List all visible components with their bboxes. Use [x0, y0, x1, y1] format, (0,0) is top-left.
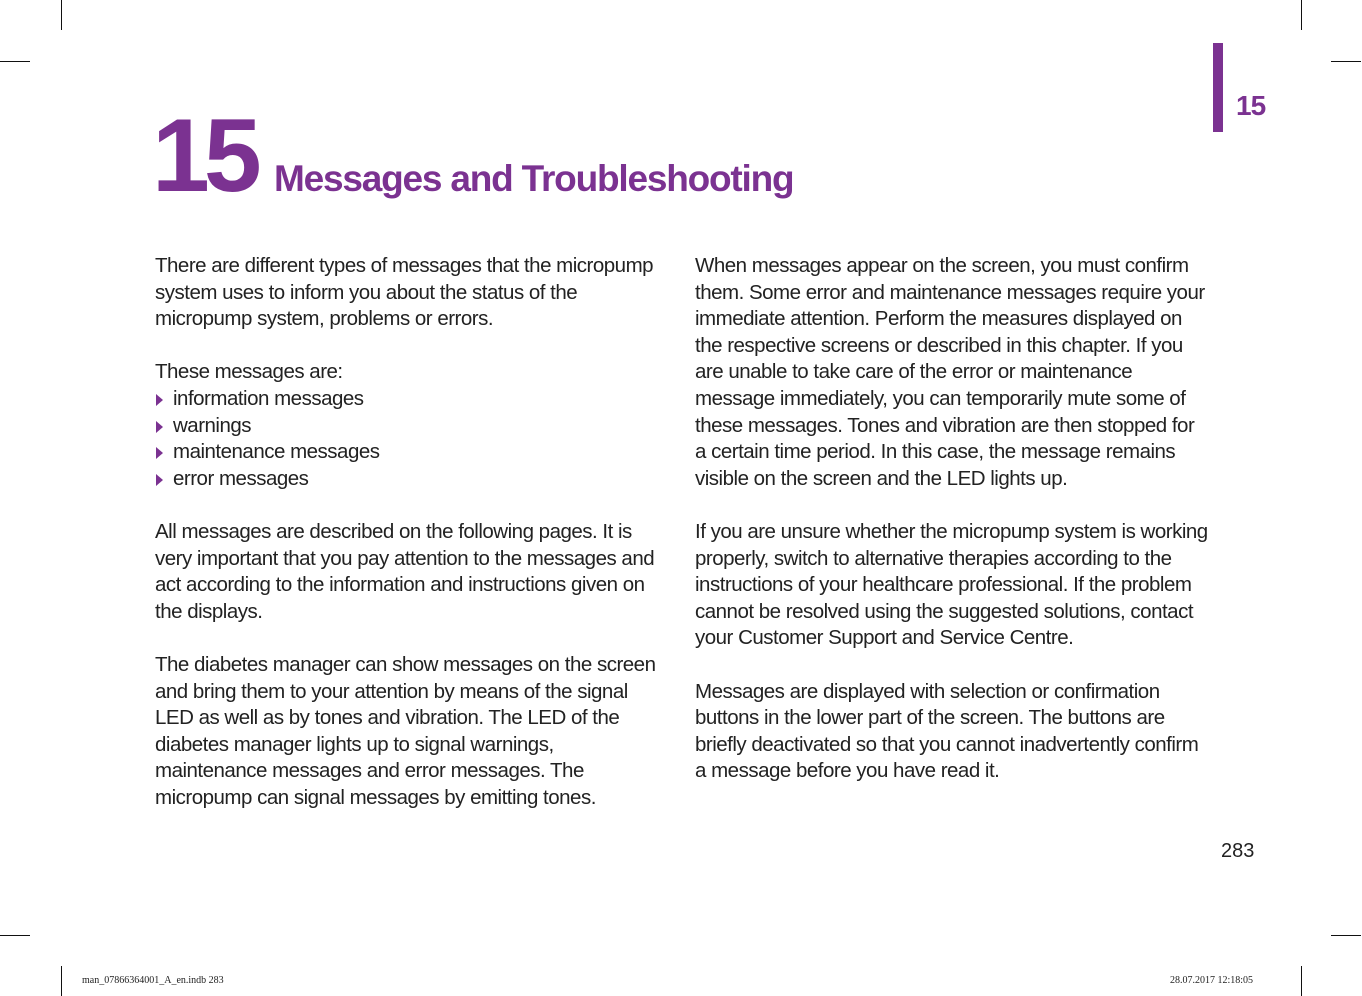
crop-mark — [1301, 966, 1302, 996]
intro-paragraph: There are different types of messages that the micropump system uses to inform you about the status of the micropump system, problems or errors. — [155, 254, 654, 331]
bullet-triangle-icon — [156, 394, 163, 406]
signal-paragraph: The diabetes manager can show messages on the screen and bring them to your attention by means of the signal LED as well as by tones and vibration. The LED of the diabetes manager lights up to signal warnings, maintenance messages and error messages. The micropump can signal messages by emitting tones. — [155, 652, 656, 809]
crop-mark — [61, 0, 62, 30]
crop-mark — [1331, 935, 1361, 936]
list-item: warnings — [155, 413, 670, 440]
left-column — [155, 253, 670, 811]
footer-timestamp: 28.07.2017 12:18:05 — [1170, 975, 1254, 986]
list-item: information messages — [155, 386, 670, 413]
crop-mark — [1331, 61, 1361, 62]
crop-mark — [61, 966, 62, 996]
bullet-triangle-icon — [156, 474, 163, 486]
list-heading: These messages are: — [155, 360, 343, 384]
list-item: error messages — [155, 466, 670, 493]
crop-mark — [1301, 0, 1302, 30]
messages-description-paragraph: All messages are described on the following pages. It is very important that you pay attention to the messages and act according to the information and instructions given on the displays. — [155, 519, 655, 623]
page-number: 283 — [1221, 840, 1255, 862]
right-column — [695, 253, 1210, 785]
chapter-title: Messages and Troubleshooting — [274, 158, 794, 199]
chapter-tab-bar — [1213, 43, 1223, 132]
list-item: maintenance messages — [155, 439, 670, 466]
bullet-triangle-icon — [156, 447, 163, 459]
footer-file-info: man_07866364001_A_en.indb 283 — [82, 975, 224, 986]
chapter-tab-number: 15 — [1236, 90, 1266, 121]
crop-mark — [0, 935, 30, 936]
confirm-messages-paragraph: When messages appear on the screen, you must confirm them. Some error and maintenance messages require your immediate attention. Perform the measures displayed on the respective screens or described in this chapter. If you are unable to take care of the error or maintenance message immediately, you can temporarily mute some of these messages. Tones and vibration are then stopped for a certain time period. In this case, the message remains visible on the screen and the LED lights up. — [695, 254, 1205, 490]
chapter-number: 15 — [152, 98, 256, 214]
crop-mark — [0, 61, 30, 62]
bullet-triangle-icon — [156, 421, 163, 433]
message-types-list — [155, 386, 670, 492]
unsure-paragraph: If you are unsure whether the micropump system is working properly, switch to alternative therapies according to the instructions of your healthcare professional. If the problem cannot be resolved using the suggested solutions, contact your Customer Support and Service Centre. — [695, 519, 1208, 650]
buttons-paragraph: Messages are displayed with selection or confirmation buttons in the lower part of the screen. The buttons are briefly deactivated so that you cannot inadvertently confirm a message before you have read it. — [695, 679, 1199, 783]
